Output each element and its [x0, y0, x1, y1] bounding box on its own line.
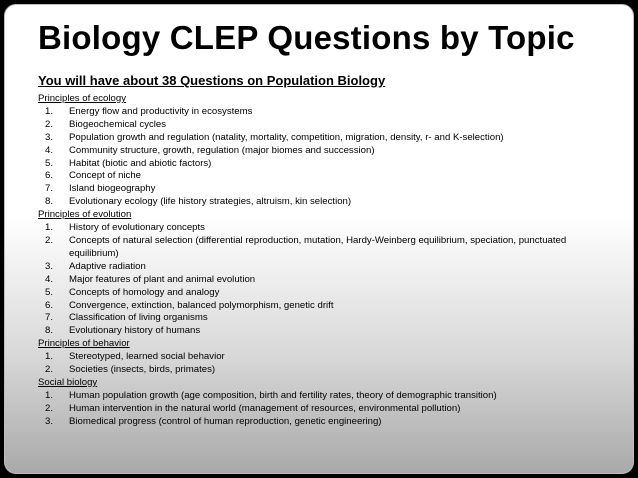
- list-item: [38, 183, 588, 196]
- item-text: Habitat (biotic and abiotic factors): [69, 157, 212, 169]
- item-text: Concepts of natural selection (differential reproduction, mutation, Hardy-Weinberg equilibrium, speciation, punctuated equilibrium): [69, 234, 567, 259]
- item-text: Evolutionary history of humans: [69, 325, 201, 337]
- item-text: Human population growth (age composition, birth and fertility rates, theory of demographic transition): [69, 389, 497, 401]
- slide: [4, 4, 634, 474]
- item-number: 3.: [45, 131, 54, 143]
- list-item: [38, 403, 588, 416]
- item-number: 5.: [45, 157, 54, 169]
- section-heading: Principles of evolution: [38, 209, 132, 221]
- item-text: Energy flow and productivity in ecosystems: [69, 105, 253, 117]
- item-text: Adaptive radiation: [69, 260, 146, 272]
- list-item: [38, 287, 588, 300]
- item-text: Biogeochemical cycles: [69, 118, 167, 130]
- item-number: 1.: [45, 351, 54, 363]
- slide-title: Biology CLEP Questions by Topic: [38, 19, 575, 56]
- item-text: Island biogeography: [69, 183, 156, 195]
- section-heading: Social biology: [38, 376, 98, 388]
- item-text: Biomedical progress (control of human reproduction, genetic engineering): [69, 415, 382, 427]
- section-heading: Principles of behavior: [38, 338, 130, 350]
- list-item: [38, 145, 588, 158]
- list-item: [38, 106, 588, 119]
- section-ecology: [38, 93, 588, 209]
- list-item: [38, 351, 588, 364]
- list-item: [38, 300, 588, 313]
- item-number: 1.: [45, 105, 54, 117]
- section-behavior: [38, 338, 588, 377]
- item-number: 2.: [45, 234, 54, 246]
- item-text: Stereotyped, learned social behavior: [69, 351, 225, 363]
- item-number: 3.: [45, 260, 54, 272]
- item-text: Classification of living organisms: [69, 312, 208, 324]
- item-number: 2.: [45, 118, 54, 130]
- item-number: 1.: [45, 389, 54, 401]
- item-number: 6.: [45, 170, 54, 182]
- list-item: [38, 261, 588, 274]
- item-number: 5.: [45, 286, 54, 298]
- list-item: [38, 312, 588, 325]
- list-item: [38, 170, 588, 183]
- item-text: Major features of plant and animal evolution: [69, 273, 256, 285]
- section-social-biology: [38, 377, 588, 429]
- list-item: [38, 158, 588, 171]
- item-number: 7.: [45, 312, 54, 324]
- list-item: [38, 274, 588, 287]
- item-number: 8.: [45, 325, 54, 337]
- list-item: [38, 325, 588, 338]
- item-text: Human intervention in the natural world (management of resources, environmental pollution): [69, 402, 461, 414]
- item-number: 8.: [45, 196, 54, 208]
- item-text: Societies (insects, birds, primates): [69, 364, 216, 376]
- section-heading: Principles of ecology: [38, 93, 126, 104]
- list-item: [38, 196, 588, 209]
- item-text: Convergence, extinction, balanced polymorphism, genetic drift: [69, 299, 334, 311]
- item-text: History of evolutionary concepts: [69, 222, 205, 234]
- list-item: [38, 132, 588, 145]
- item-text: Concept of niche: [69, 170, 141, 182]
- item-text: Concepts of homology and analogy: [69, 286, 220, 298]
- item-text: Population growth and regulation (natality, mortality, competition, migration, density, r- and K-selection): [69, 131, 504, 143]
- topic-list: [38, 93, 588, 429]
- item-text: Community structure, growth, regulation (major biomes and succession): [69, 144, 375, 156]
- list-item: [38, 390, 588, 403]
- item-number: 6.: [45, 299, 54, 311]
- list-item: [38, 119, 588, 132]
- item-number: 7.: [45, 183, 54, 195]
- item-number: 1.: [45, 222, 54, 234]
- slide-subtitle: You will have about 38 Questions on Population Biology: [38, 73, 386, 88]
- list-item: [38, 235, 588, 261]
- list-item: [38, 364, 588, 377]
- item-number: 2.: [45, 364, 54, 376]
- list-item: [38, 222, 588, 235]
- item-number: 3.: [45, 415, 54, 427]
- item-number: 4.: [45, 144, 54, 156]
- item-number: 4.: [45, 273, 54, 285]
- item-number: 2.: [45, 402, 54, 414]
- section-evolution: [38, 209, 588, 338]
- item-text: Evolutionary ecology (life history strategies, altruism, kin selection): [69, 196, 352, 208]
- list-item: [38, 416, 588, 429]
